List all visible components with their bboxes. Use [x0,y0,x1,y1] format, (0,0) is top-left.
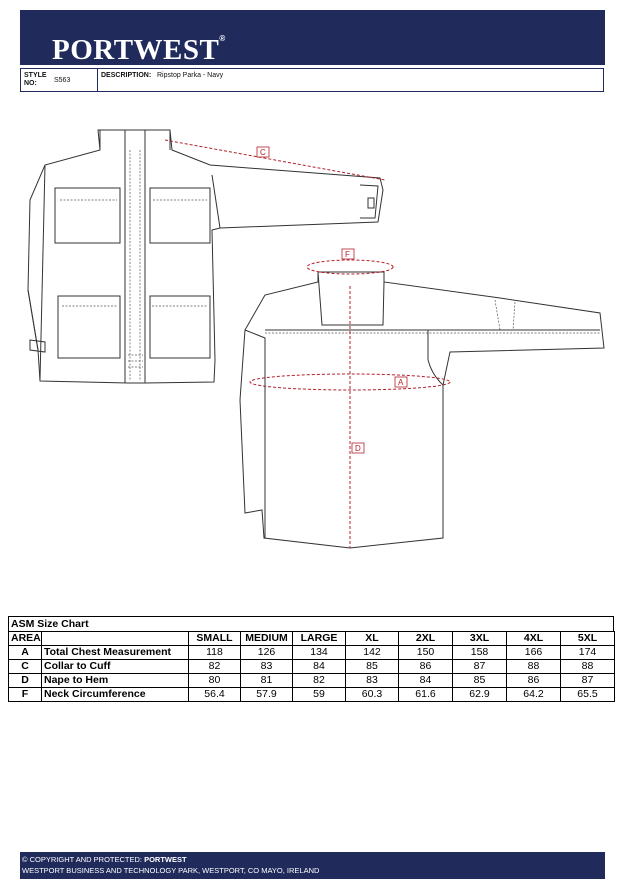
info-bar [20,68,604,92]
table-cell: 87 [561,674,615,688]
area-name: Nape to Hem [42,674,189,688]
label-a: A [398,378,404,387]
name-header [42,632,189,646]
style-label-2: NO: [24,80,37,87]
footer-banner [20,852,605,879]
table-cell: 85 [346,660,399,674]
table-row [9,646,615,660]
size-header: MEDIUM [241,632,293,646]
size-header: SMALL [189,632,241,646]
area-name: Collar to Cuff [42,660,189,674]
area-code: A [9,646,42,660]
brand-logo: PORTWEST® [52,34,226,66]
table-cell: 142 [346,646,399,660]
table-cell: 62.9 [453,688,507,702]
size-header: 3XL [453,632,507,646]
table-cell: 61.6 [399,688,453,702]
description-value: Ripstop Parka - Navy [157,72,224,79]
size-header: 2XL [399,632,453,646]
table-cell: 158 [453,646,507,660]
table-cell: 88 [507,660,561,674]
table-cell: 86 [507,674,561,688]
table-cell: 88 [561,660,615,674]
table-cell: 84 [293,660,346,674]
area-code: C [9,660,42,674]
table-cell: 84 [399,674,453,688]
size-chart [8,616,614,702]
label-d: D [355,444,361,453]
area-code: F [9,688,42,702]
table-cell: 83 [241,660,293,674]
size-chart-title: ASM Size Chart [8,616,614,631]
back-view [240,272,604,548]
header-banner [20,10,605,65]
table-cell: 118 [189,646,241,660]
table-cell: 80 [189,674,241,688]
table-cell: 166 [507,646,561,660]
size-header: 4XL [507,632,561,646]
area-name: Neck Circumference [42,688,189,702]
table-cell: 150 [399,646,453,660]
table-cell: 134 [293,646,346,660]
size-header: 5XL [561,632,615,646]
table-cell: 85 [453,674,507,688]
style-label: STYLE [24,72,47,79]
table-cell: 126 [241,646,293,660]
table-cell: 56.4 [189,688,241,702]
size-header: LARGE [293,632,346,646]
table-cell: 60.3 [346,688,399,702]
area-code: D [9,674,42,688]
table-cell: 64.2 [507,688,561,702]
table-row [9,674,615,688]
area-header: AREA [9,632,42,646]
table-cell: 65.5 [561,688,615,702]
label-f: F [345,250,350,259]
copyright-line: © COPYRIGHT AND PROTECTED: PORTWEST [22,855,187,864]
style-number: S563 [54,77,71,84]
table-cell: 82 [293,674,346,688]
table-cell: 83 [346,674,399,688]
table-cell: 82 [189,660,241,674]
table-cell: 59 [293,688,346,702]
table-row [9,688,615,702]
label-c: C [260,148,266,157]
table-cell: 87 [453,660,507,674]
front-view [28,130,383,383]
address-line: WESTPORT BUSINESS AND TECHNOLOGY PARK, WESTPORT, CO MAYO, IRELAND [22,866,320,875]
table-cell: 81 [241,674,293,688]
garment-drawing [0,100,627,560]
table-row [9,660,615,674]
description-label: DESCRIPTION: [101,72,152,79]
table-cell: 174 [561,646,615,660]
size-header: XL [346,632,399,646]
style-box [21,69,98,91]
size-chart-table [8,631,615,702]
measure-f [307,249,393,274]
table-header-row [9,632,615,646]
area-name: Total Chest Measurement [42,646,189,660]
table-cell: 86 [399,660,453,674]
table-cell: 57.9 [241,688,293,702]
